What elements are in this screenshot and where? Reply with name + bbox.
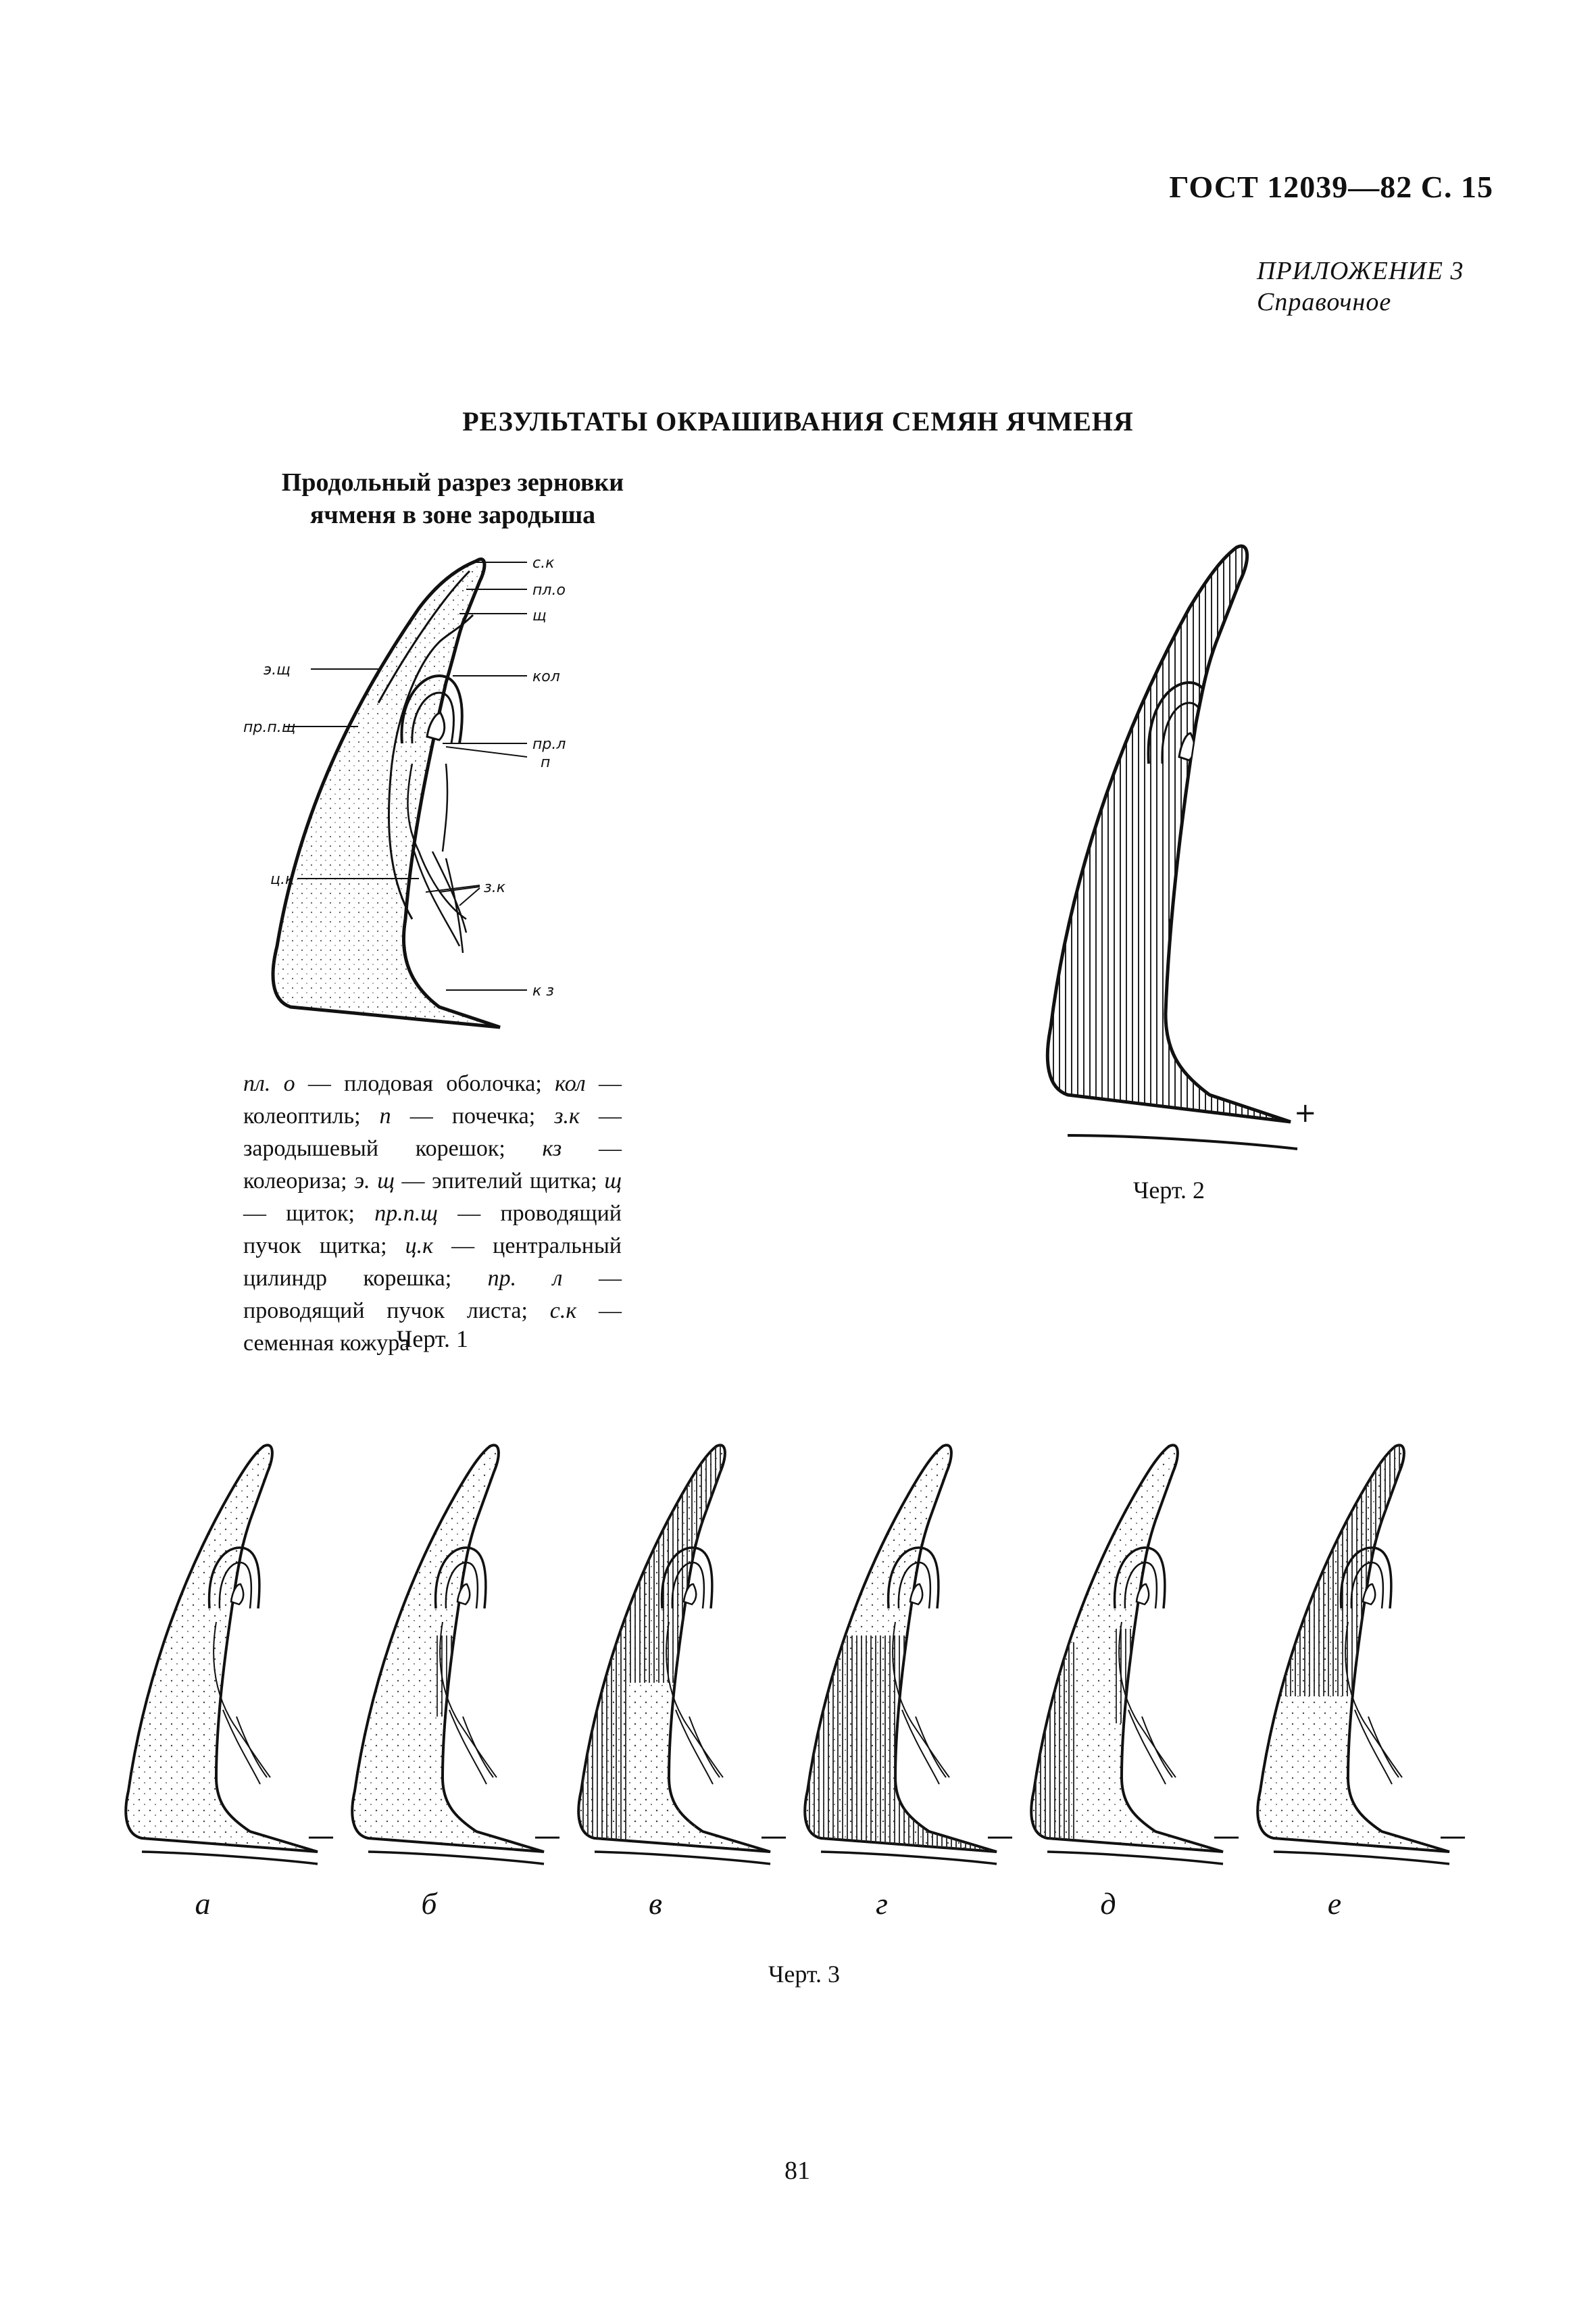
legend-abbr: ц.к <box>405 1233 434 1258</box>
label-sk: с.к <box>532 555 555 572</box>
figure3-seed-4 <box>794 1439 1014 1886</box>
label-plo: пл.о <box>532 582 566 599</box>
label-tsk: ц.к <box>270 871 295 888</box>
legend-abbr: пр.п.щ <box>374 1201 438 1226</box>
appendix-title: ПРИЛОЖЕНИЕ 3 <box>1257 257 1464 285</box>
legend-text: — проводящий пучок щитка; <box>243 1201 622 1258</box>
legend-text: — плодовая оболочка; <box>295 1071 555 1096</box>
figure3-seed-6 <box>1247 1439 1466 1886</box>
label-zk: з.к <box>484 879 505 896</box>
legend-text: — щиток; <box>243 1201 375 1226</box>
main-title: РЕЗУЛЬТАТЫ ОКРАШИВАНИЯ СЕМЯН ЯЧМЕНЯ <box>462 406 1134 437</box>
figure3-mark-1: — <box>307 1821 334 1852</box>
legend-abbr: э. щ <box>354 1168 395 1193</box>
legend-abbr: пл. о <box>243 1071 295 1096</box>
legend-abbr: з.к <box>554 1104 580 1129</box>
legend-text: — колеоптиль; <box>243 1071 622 1129</box>
label-p: п <box>541 754 551 771</box>
figure3-letter-3: в <box>649 1886 662 1921</box>
legend-abbr: кол <box>555 1071 586 1096</box>
document-header: ГОСТ 12039—82 С. 15 <box>1169 170 1493 204</box>
figure3-letter-1: а <box>195 1886 211 1921</box>
figure3-letter-6: е <box>1327 1886 1342 1921</box>
figure3-seed-3 <box>568 1439 787 1886</box>
figure1-title-line2: ячменя в зоне зародыша <box>309 501 596 529</box>
page-number: 81 <box>784 2157 810 2185</box>
figure1-diagram <box>243 541 622 1054</box>
legend-abbr: п <box>379 1104 391 1129</box>
figure3-mark-6: — <box>1439 1821 1466 1852</box>
figure2-diagram <box>1034 541 1318 1149</box>
legend-abbr: с.к <box>549 1298 577 1323</box>
figure2-caption: Черт. 2 <box>1133 1177 1205 1204</box>
figure3-letter-5: д <box>1100 1886 1116 1921</box>
figure1-legend <box>243 1068 622 1360</box>
figure3-seed-1 <box>115 1439 334 1886</box>
figure3-mark-3: — <box>760 1821 787 1852</box>
legend-text: — зародышевый корешок; <box>243 1104 622 1161</box>
label-kz: к з <box>532 983 554 1000</box>
appendix-type: Справочное <box>1257 288 1392 316</box>
figure1-caption: Черт. 1 <box>397 1325 468 1352</box>
figure3-seed-2 <box>341 1439 561 1886</box>
legend-abbr: щ <box>604 1168 622 1193</box>
label-prpshch: пр.п.щ <box>243 719 296 736</box>
label-shch: щ <box>532 608 547 624</box>
figure3-mark-5: — <box>1213 1821 1240 1852</box>
figure3-mark-4: — <box>987 1821 1014 1852</box>
figure1-title <box>257 466 649 531</box>
label-eshch: э.щ <box>264 662 291 679</box>
legend-text: — колеориза; <box>243 1136 622 1193</box>
legend-abbr: пр. л <box>487 1266 563 1291</box>
legend-text: — центральный цилиндр корешка; <box>243 1233 622 1291</box>
label-prl: пр.л <box>532 736 566 753</box>
legend-abbr: кз <box>542 1136 562 1161</box>
legend-text: — семенная кожура <box>243 1298 622 1356</box>
legend-text: — почечка; <box>391 1104 555 1129</box>
legend-text: — эпителий щитка; <box>394 1168 605 1193</box>
legend-text: — проводящий пучок листа; <box>243 1266 622 1323</box>
label-kol: кол <box>532 668 560 685</box>
figure2-mark: + <box>1294 1098 1317 1129</box>
figure1-title-line1: Продольный разрез зерновки <box>281 468 624 497</box>
appendix-block <box>1257 255 1464 318</box>
figure3-letter-2: б <box>421 1886 437 1921</box>
figure3-caption: Черт. 3 <box>768 1961 840 1988</box>
figure3-letter-4: г <box>876 1886 888 1921</box>
figure3-seed-5 <box>1020 1439 1240 1886</box>
figure3-mark-2: — <box>534 1821 561 1852</box>
